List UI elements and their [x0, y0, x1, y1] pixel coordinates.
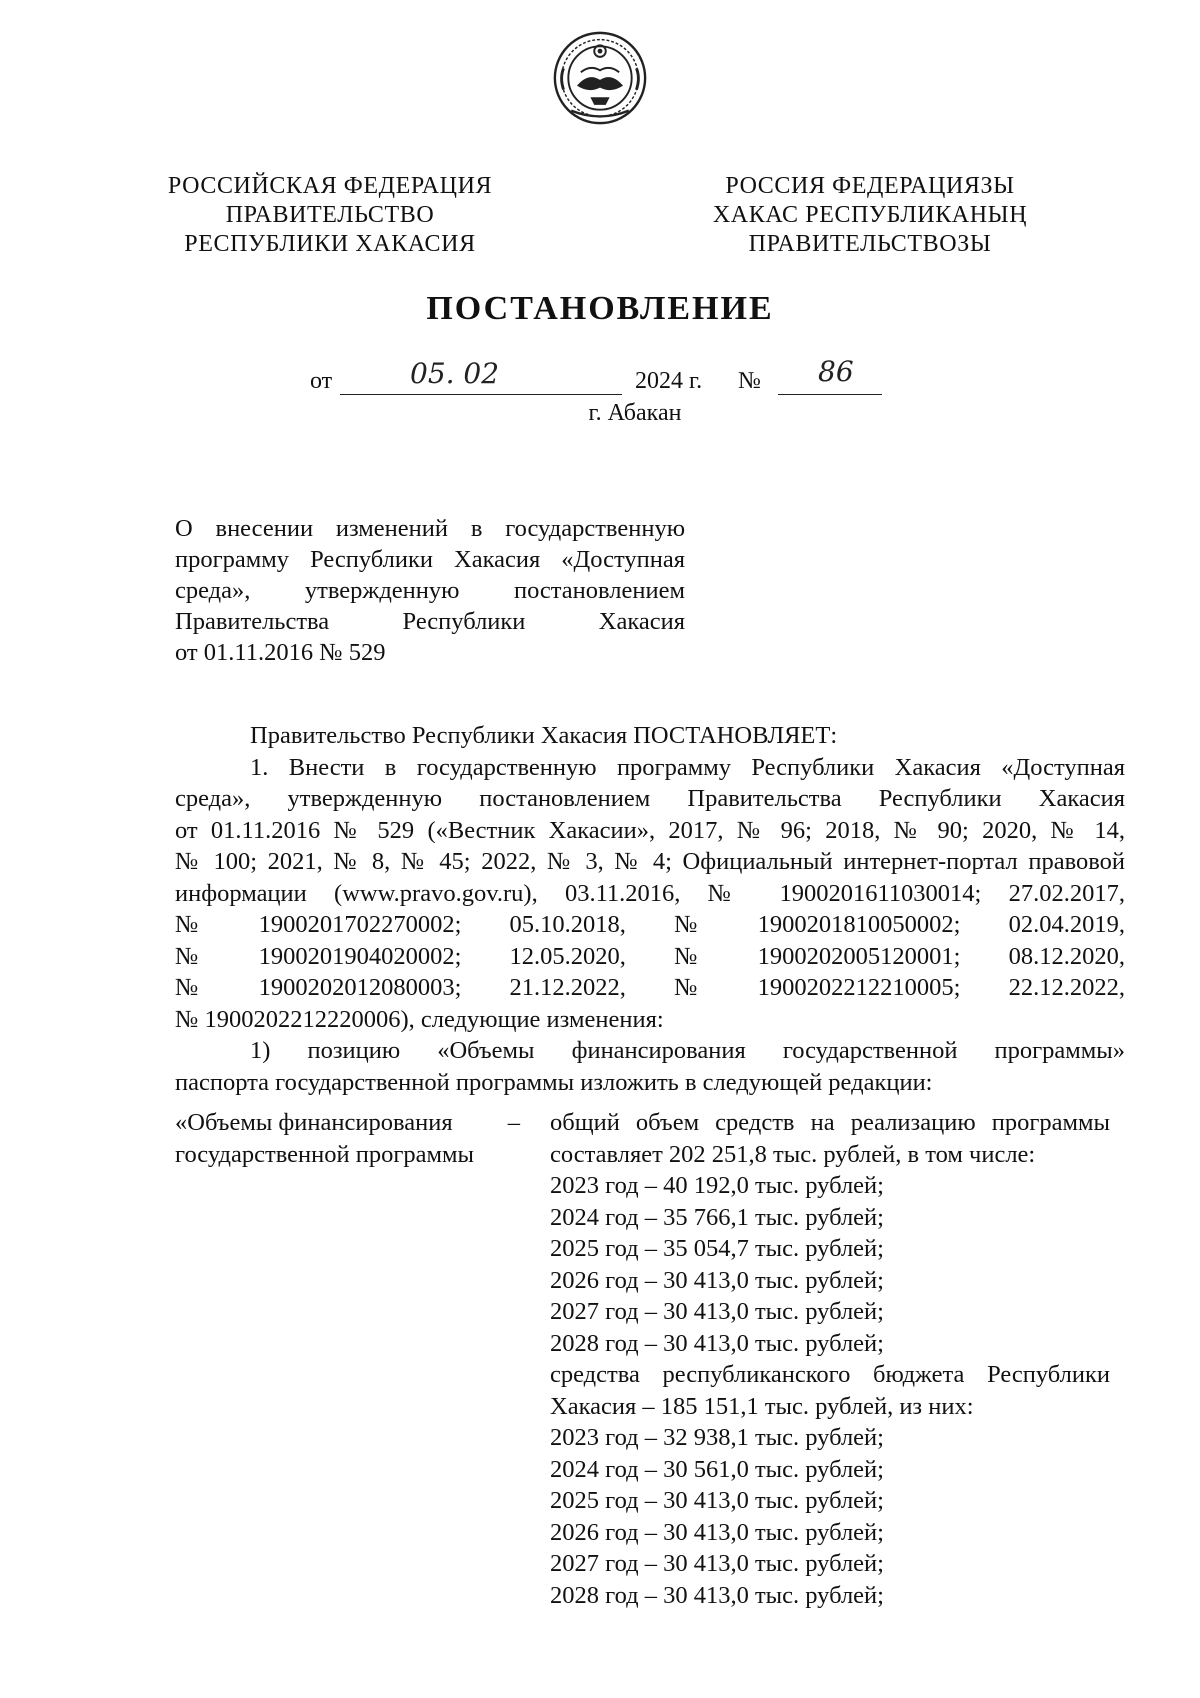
- financing-dash: –: [507, 1109, 520, 1136]
- subject-line: программу Республики Хакасия «Доступная: [175, 546, 685, 573]
- header-right-line: ПРАВИТЕЛЬСТВОЗЫ: [748, 231, 992, 257]
- coat-of-arms-emblem: [552, 30, 648, 126]
- item1-line: № 100; 2021, № 8, № 45; 2022, № 3, № 4; Официальный интернет-портал правовой: [175, 848, 1125, 875]
- financing-line: 2023 год – 32 938,1 тыс. рублей;: [550, 1424, 884, 1451]
- financing-table-left-column: [175, 1107, 520, 1170]
- financing-line: 2028 год – 30 413,0 тыс. рублей;: [550, 1581, 884, 1609]
- item1-line: от 01.11.2016 № 529 («Вестник Хакасии», 2017, № 96; 2018, № 90; 2020, № 14,: [175, 816, 1125, 844]
- financing-line: 2026 год – 30 413,0 тыс. рублей;: [550, 1266, 884, 1294]
- financing-line: 2028 год – 30 413,0 тыс. рублей;: [550, 1329, 884, 1357]
- header-right-block: [690, 172, 1050, 259]
- financing-line: 2025 год – 35 054,7 тыс. рублей;: [550, 1235, 884, 1262]
- financing-line: 2025 год – 30 413,0 тыс. рублей;: [550, 1487, 884, 1514]
- item1-line: информации (www.pravo.gov.ru), 03.11.2016, № 1900201611030014; 27.02.2017,: [175, 879, 1125, 907]
- financing-line: 2024 год – 35 766,1 тыс. рублей;: [550, 1203, 884, 1231]
- handwritten-number: 86: [818, 355, 854, 388]
- header-right-line: РОССИЯ ФЕДЕРАЦИЯЗЫ: [725, 173, 1015, 199]
- subject-block: [175, 513, 685, 668]
- header-left-block: [150, 172, 510, 259]
- item1-line: среда», утвержденную постановлением Правительства Республики Хакасия: [175, 785, 1125, 812]
- header-left-line: РОССИЙСКАЯ ФЕДЕРАЦИЯ: [167, 173, 493, 199]
- financing-line: 2023 год – 40 192,0 тыс. рублей;: [550, 1172, 884, 1199]
- financing-table-right-column: [550, 1107, 1110, 1611]
- item1-line: 1. Внести в государственную программу Республики Хакасия «Доступная: [250, 753, 1125, 781]
- item1-line: № 1900201702270002; 05.10.2018, № 1900201810050002; 02.04.2019,: [175, 911, 1125, 938]
- item1-line: № 1900202212220006), следующие изменения:: [175, 1005, 664, 1033]
- preamble-text: Правительство Республики Хакасия ПОСТАНОВЛЯЕТ:: [250, 722, 838, 749]
- item1-line: № 1900201904020002; 12.05.2020, № 1900202005120001; 08.12.2020,: [175, 942, 1125, 970]
- financing-line: Хакасия – 185 151,1 тыс. рублей, из них:: [550, 1392, 974, 1420]
- subject-line: О внесении изменений в государственную: [175, 515, 685, 542]
- subject-line: от 01.11.2016 № 529: [175, 639, 386, 666]
- subject-line: Правительства Республики Хакасия: [175, 608, 685, 635]
- header-left-line: ПРАВИТЕЛЬСТВО: [225, 202, 435, 228]
- subitem1-line: паспорта государственной программы изложить в следующей редакции:: [175, 1068, 933, 1096]
- financing-line: 2027 год – 30 413,0 тыс. рублей;: [550, 1550, 884, 1577]
- financing-line: 2027 год – 30 413,0 тыс. рублей;: [550, 1298, 884, 1325]
- handwritten-date: 05. 02: [410, 357, 500, 390]
- header-right-line: ХАКАС РЕСПУБЛИКАНЫҢ: [712, 202, 1028, 228]
- financing-line: составляет 202 251,8 тыс. рублей, в том числе:: [550, 1140, 1036, 1168]
- subitem1-line: 1) позицию «Объемы финансирования государственной программы»: [250, 1037, 1125, 1064]
- date-year: 2024 г.: [635, 368, 703, 394]
- decree-body: [175, 720, 1125, 1098]
- financing-line: общий объем средств на реализацию программы: [550, 1109, 1110, 1136]
- financing-line: 2024 год – 30 561,0 тыс. рублей;: [550, 1455, 884, 1483]
- financing-line: 2026 год – 30 413,0 тыс. рублей;: [550, 1518, 884, 1546]
- item1-line: № 1900202012080003; 21.12.2022, № 1900202212210005; 22.12.2022,: [175, 974, 1125, 1001]
- financing-label-line: государственной программы: [175, 1140, 474, 1168]
- date-number-line: [310, 355, 910, 399]
- subject-line: среда», утвержденную постановлением: [175, 577, 685, 604]
- financing-label-line: «Объемы финансирования: [175, 1109, 453, 1136]
- date-from-label: от: [310, 368, 333, 394]
- city-line: г. Абакан: [588, 400, 682, 426]
- document-title: ПОСТАНОВЛЕНИЕ: [426, 290, 774, 327]
- number-label: №: [738, 368, 761, 394]
- header-left-line: РЕСПУБЛИКИ ХАКАСИЯ: [184, 231, 476, 257]
- financing-line: средства республиканского бюджета Республики: [550, 1361, 1110, 1388]
